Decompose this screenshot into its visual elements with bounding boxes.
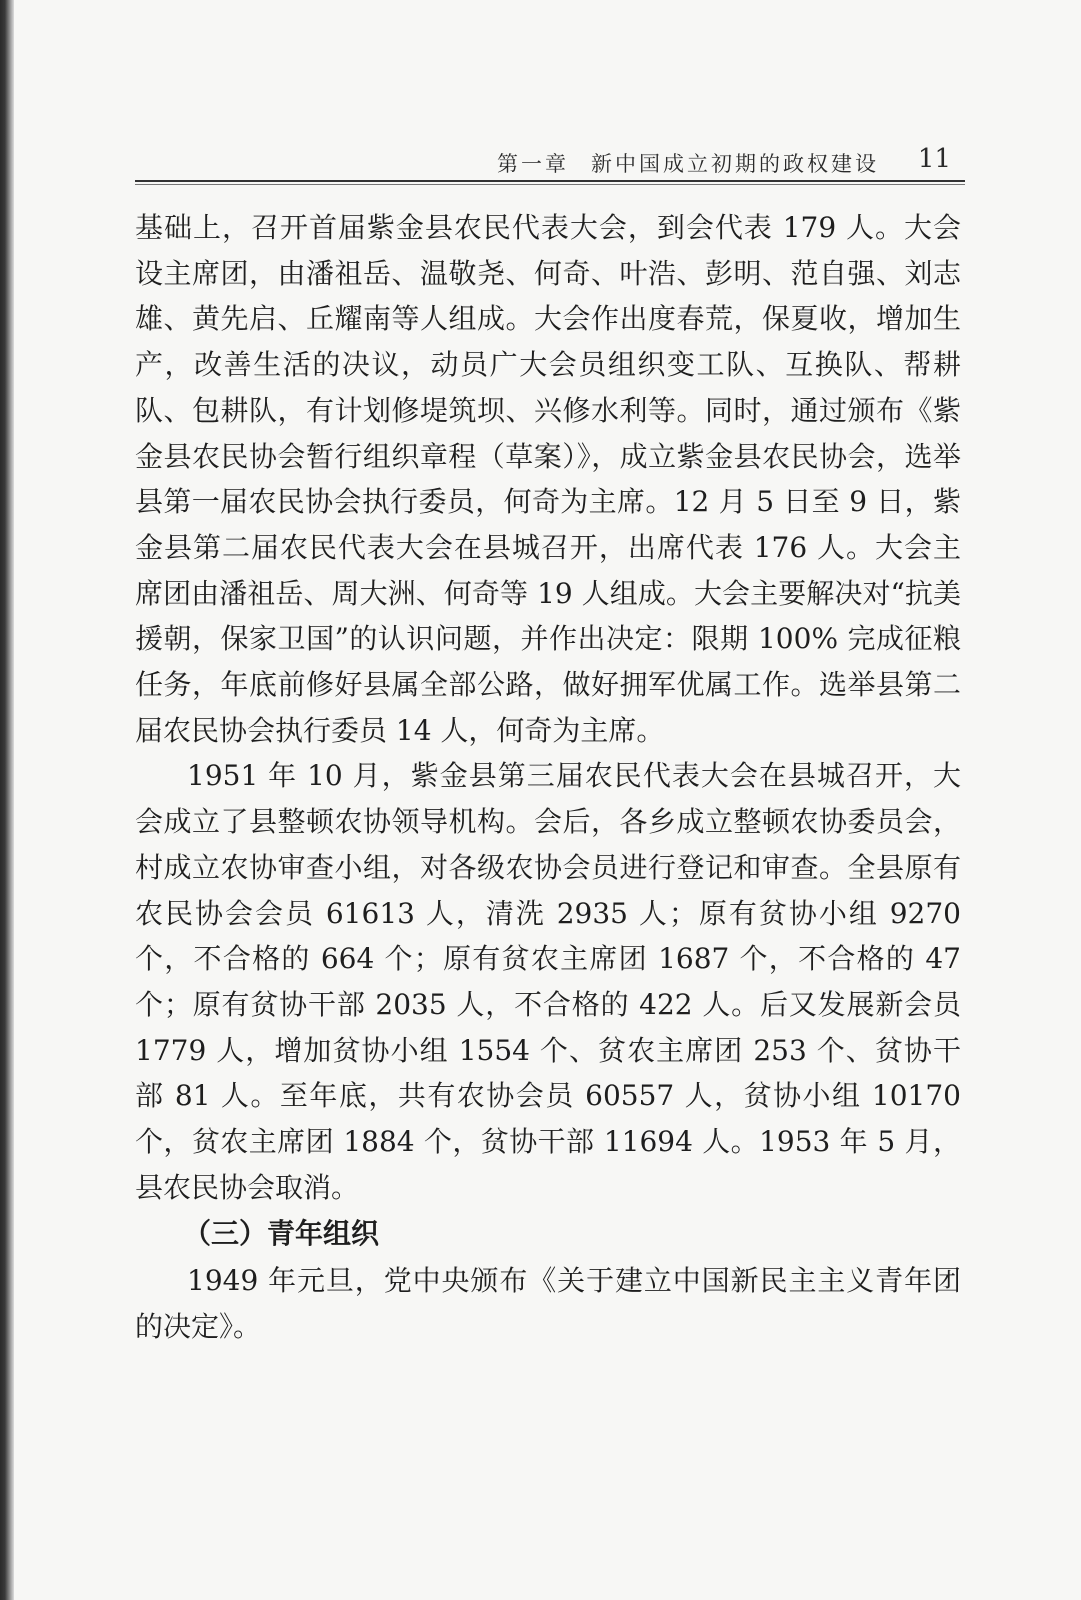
paragraph: 1949 年元旦，党中央颁布《关于建立中国新民主主义青年团的决定》。 xyxy=(135,1264,961,1344)
running-header xyxy=(135,140,965,186)
paragraph: 1951 年 10 月，紫金县第三届农民代表大会在县城召开，大会成立了县整顿农协领导机构。会后，各乡成立整顿农协委员会，村成立农协审查小组，对各级农协会员进行登记和审查。全县原有农民协会会员 61613 人，清洗 2935 人；原有贫协小组 9270 个，不合格的 664 个；原有贫农主席团 1687 个，不合格的 47 个；原有贫协干部 2035 人，不合格的 422 人。后又发展新会员 1779 人，增加贫协小组 1554 个、贫农主席团 253 个、贫协干部 81 人。至年底，共有农协会员 60557 人，贫协小组 10170 个，贫农主席团 1884 个，贫协干部 11694 人。1953 年 5 月，县农民协会取消。 xyxy=(135,759,961,1204)
header-rule xyxy=(135,180,965,182)
chapter-label: 第一章 xyxy=(497,152,569,176)
page-binding-shadow xyxy=(0,0,14,1600)
running-header-text xyxy=(497,148,879,178)
section-heading: （三）青年组织 xyxy=(183,1217,380,1251)
page-number: 11 xyxy=(917,144,951,174)
body-text xyxy=(135,205,961,1350)
header-rule-thin xyxy=(135,184,965,185)
chapter-title: 新中国成立初期的政权建设 xyxy=(591,152,879,176)
paragraph-continued: 基础上，召开首届紫金县农民代表大会，到会代表 179 人。大会设主席团，由潘祖岳、温敬尧、何奇、叶浩、彭明、范自强、刘志雄、黄先启、丘耀南等人组成。大会作出度春荒，保夏收，增加生产，改善生活的决议，动员广大会员组织变工队、互换队、帮耕队、包耕队，有计划修堤筑坝、兴修水利等。同时，通过颁布《紫金县农民协会暂行组织章程（草案）》，成立紫金县农民协会，选举县第一届农民协会执行委员，何奇为主席。12 月 5 日至 9 日，紫金县第二届农民代表大会在县城召开，出席代表 176 人。大会主席团由潘祖岳、周大洲、何奇等 19 人组成。大会主要解决对“抗美援朝，保家卫国”的认识问题，并作出决定：限期 100% 完成征粮任务，年底前修好县属全部公路，做好拥军优属工作。选举县第二届农民协会执行委员 14 人，何奇为主席。 xyxy=(135,211,961,747)
